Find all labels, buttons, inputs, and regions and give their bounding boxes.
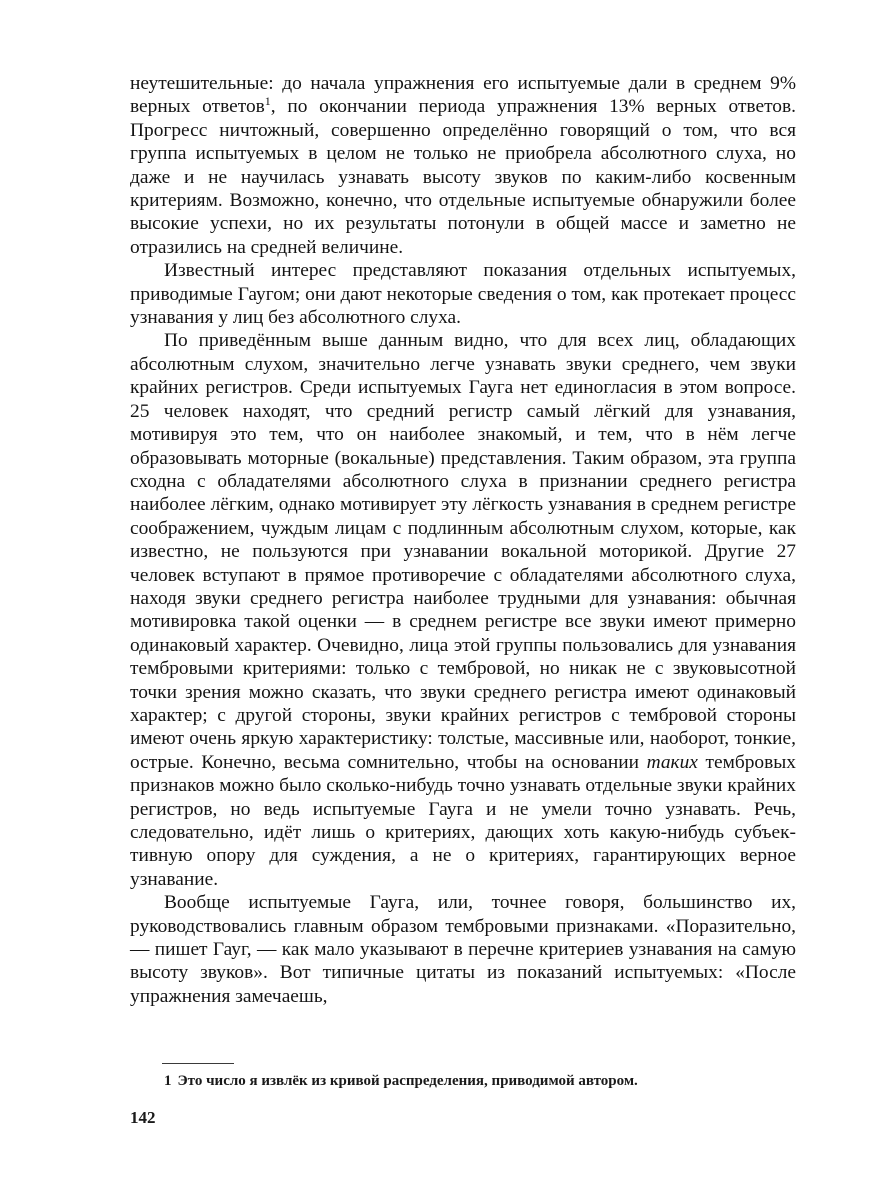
paragraph-4: Вообще испытуемые Гауга, или, точнее говоря, большинство их, руководствовались главным образом тембровыми признаками. «Поразительно, — пишет Гауг, — как мало указывают в перечне критериев узнавания на самую высоту звуков». Вот типичные цитаты из показаний испытуемых: «После упражнения замечаешь, — [130, 892, 796, 1007]
paragraph-1-rest: , по окончании периода упражнения 13% верных ответов. Прогресс ничтожный, совершенно определённо говорящий о том, что вся группа испытуемых в целом не только не приобрела абсолютного слуха, но даже и не научилась узнавать высоту звуков по каким-либо косвенным критериям. Возможно, конечно, что отдельные испытуемые обнаружили более высокие успехи, но их результаты потонули в общей массе и заметно не отразились на средней величине. — [130, 96, 796, 258]
paragraph-3 — [130, 329, 796, 891]
footnote-mark: 1 — [164, 1073, 172, 1089]
paragraph-1 — [130, 72, 796, 259]
paragraph-1-start: неутешительные: до начала упражнения его испытуемые дали в среднем 9% верных ответов — [130, 73, 796, 118]
footnote — [164, 1072, 804, 1090]
footnote-divider — [162, 1063, 234, 1064]
paragraph-3-emphasis: таких — [646, 751, 698, 773]
footnote-reference[interactable]: 1 — [264, 94, 271, 109]
paragraph-3-part-a: По приведённым выше данным видно, что для всех лиц, обладающих абсолютным слухом, значительно легче узнавать звуки среднего, чем звуки крайних регистров. Среди испытуемых Гауга нет единогласия в этом вопросе. 25 человек находят, что средний регистр самый лёгкий для узнавания, мотивируя это тем, что он наиболее знакомый, и тем, что в нём легче образовывать моторные (вокальные) представления. Таким образом, эта группа сходна с обладателями абсолютного слуха в признании среднего регистра наиболее лёгким, однако мотивирует эту лёгкость узнавания в среднем регистре соображением, чуждым лицам с подлинным абсолютным слухом, которые, как известно, не пользуются при узнавании вокальной моторикой. Другие 27 человек вступают в прямое противоречие с обладателями абсолютного слуха, находя звуки среднего регистра наиболее трудными для узнавания: обычная мотивировка такой оценки — в среднем регистре все звуки имеют примерно одинаковый характер. Очевидно, лица этой группы пользовались для узнавания тембровыми критериями: только с тембровой, но никак не с звуковысотной точки зрения можно сказать, что звуки среднего регистра имеют одинаковый характер; с другой стороны, звуки крайних регистров с тембровой стороны имеют очень яркую характеристику: толстые, массивные или, наоборот, тонкие, острые. Конечно, весьма сомнительно, чтобы на основании — [130, 330, 796, 773]
paragraph-3-part-b: тембровых признаков можно было сколько-нибудь точно узнавать отдельные звуки крайних регистров, но ведь испытуемые Гауга и не умели точно узнавать. Речь, следовательно, идёт лишь о критериях, дающих хоть какую-нибудь субъективную опору для суждения, а не о критериях, гарантирующих верное узнавание. — [130, 751, 796, 890]
footnote-text: Это число я извлёк из кривой распределения, приводимой автором. — [177, 1073, 638, 1089]
page-number: 142 — [130, 1108, 156, 1127]
paragraph-2: Известный интерес представляют показания отдельных испытуемых, приводимые Гаугом; они дают некоторые сведения о том, как протекает процесс узнавания у лиц без абсолютного слуха. — [130, 260, 796, 329]
page-body — [130, 72, 796, 1008]
